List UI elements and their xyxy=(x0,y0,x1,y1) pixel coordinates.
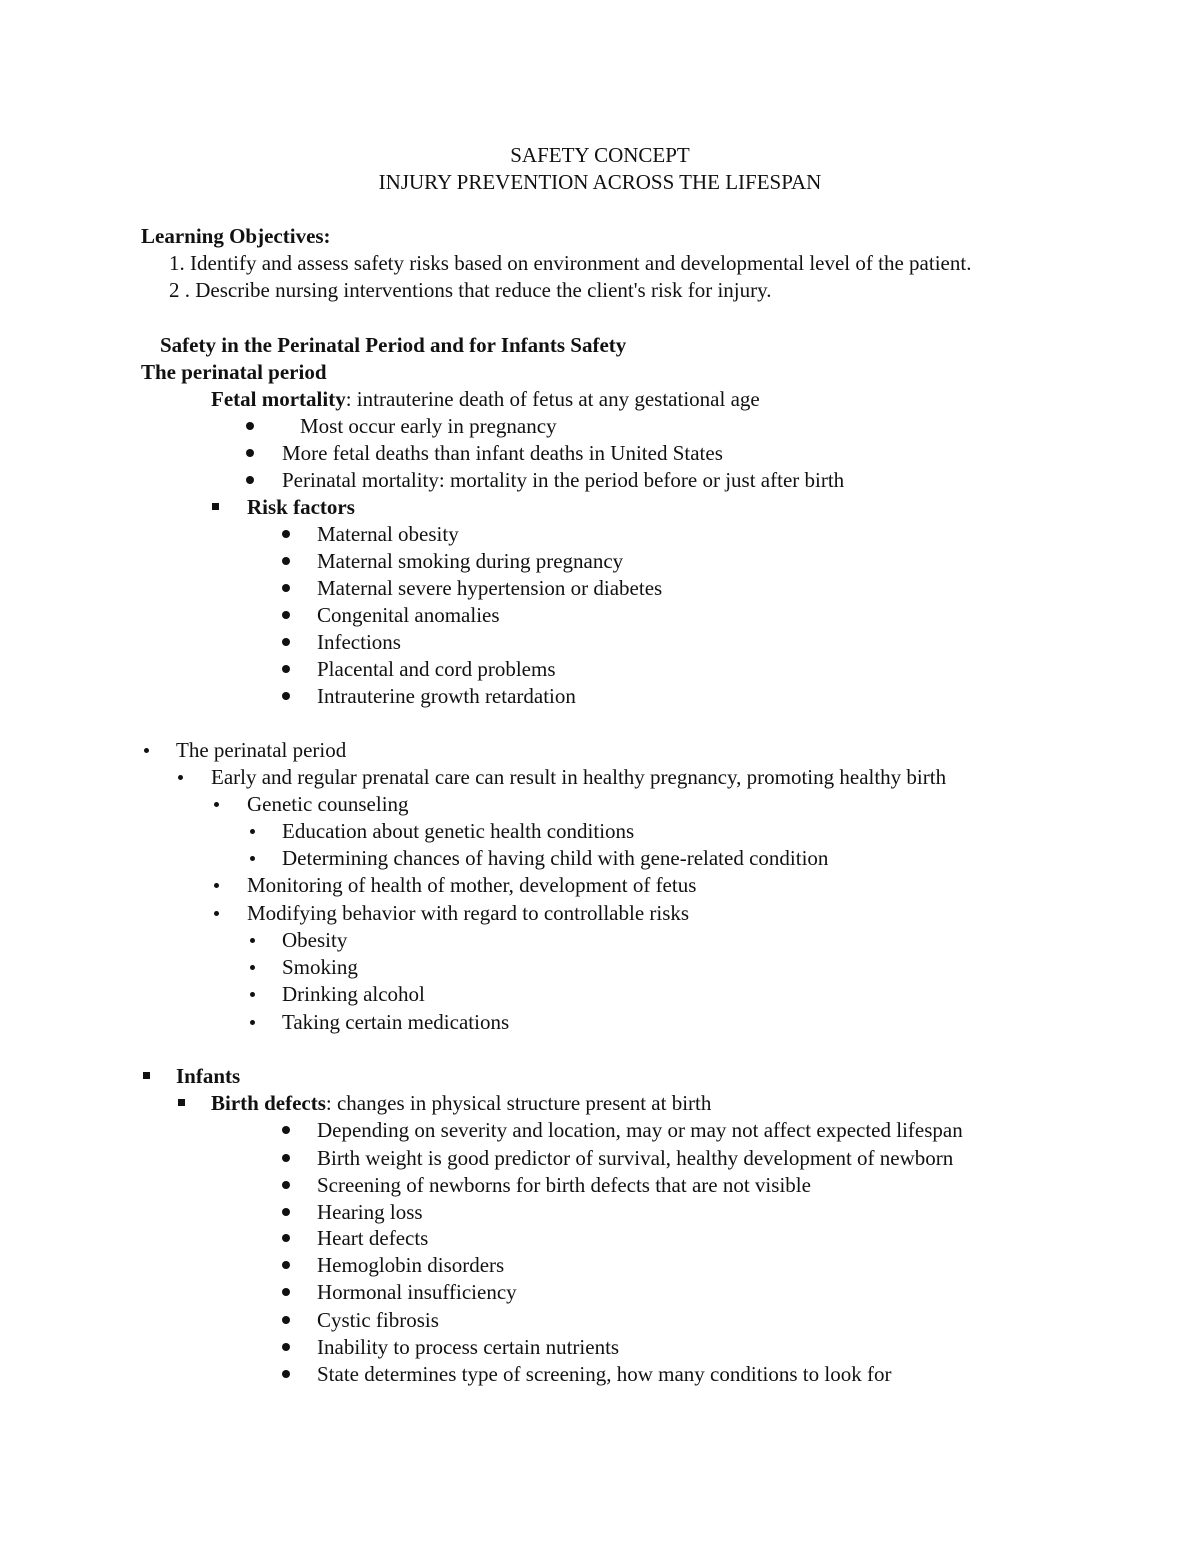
list-item: Depending on severity and location, may or may not affect expected lifespan xyxy=(317,1118,963,1142)
birth-defects-term: Birth defects xyxy=(211,1091,326,1115)
bullet-small-icon xyxy=(250,938,255,943)
bullet-dot-icon xyxy=(282,1181,290,1189)
bullet-small-icon xyxy=(214,802,219,807)
list-item: Intrauterine growth retardation xyxy=(317,684,576,708)
fetal-mortality-definition xyxy=(211,386,760,413)
bullet-dot-icon xyxy=(282,1261,290,1269)
list-item: Hearing loss xyxy=(317,1200,423,1224)
bullet-dot-icon xyxy=(282,1370,290,1378)
list-item: More fetal deaths than infant deaths in United States xyxy=(282,441,723,465)
bullet-dot-icon xyxy=(282,1154,290,1162)
bullet-dot-icon xyxy=(282,665,290,673)
bullet-dot-icon xyxy=(246,476,254,484)
bullet-small-icon xyxy=(214,911,219,916)
bullet-dot-icon xyxy=(282,530,290,538)
bullet-small-icon xyxy=(250,992,255,997)
bullet-dot-icon xyxy=(282,1316,290,1324)
list-item: Maternal severe hypertension or diabetes xyxy=(317,576,663,600)
bullet-small-icon xyxy=(178,775,183,780)
document-title: SAFETY CONCEPT xyxy=(510,143,690,167)
birth-defects-definition xyxy=(211,1090,711,1117)
section-heading-perinatal-infants: Safety in the Perinatal Period and for Infants Safety xyxy=(160,333,627,357)
list-item: Birth weight is good predictor of survival, healthy development of newborn xyxy=(317,1146,954,1170)
bullet-square-icon xyxy=(143,1072,150,1079)
list-item: Most occur early in pregnancy xyxy=(300,414,557,438)
bullet-small-icon xyxy=(250,965,255,970)
list-item: Hormonal insufficiency xyxy=(317,1280,517,1304)
list-item: Cystic fibrosis xyxy=(317,1308,439,1332)
birth-defects-text: : changes in physical structure present at birth xyxy=(325,1091,712,1115)
list-item: Maternal smoking during pregnancy xyxy=(317,549,624,573)
objective-item: 2 . Describe nursing interventions that reduce the client's risk for injury. xyxy=(169,278,772,302)
bullet-square-icon xyxy=(212,503,219,510)
list-item: Genetic counseling xyxy=(247,792,409,816)
list-item: Modifying behavior with regard to controllable risks xyxy=(247,901,690,925)
list-item: Maternal obesity xyxy=(317,522,459,546)
list-item: Monitoring of health of mother, development of fetus xyxy=(247,873,697,897)
bullet-dot-icon xyxy=(282,1126,290,1134)
bullet-dot-icon xyxy=(282,1288,290,1296)
bullet-small-icon xyxy=(250,856,255,861)
objective-item: 1. Identify and assess safety risks based on environment and developmental level of the patient. xyxy=(169,251,972,275)
risk-factors-heading: Risk factors xyxy=(247,495,355,519)
bullet-square-icon xyxy=(178,1099,185,1106)
list-item: The perinatal period xyxy=(176,738,347,762)
bullet-small-icon xyxy=(250,1020,255,1025)
bullet-dot-icon xyxy=(282,1208,290,1216)
list-item: Education about genetic health conditions xyxy=(282,819,635,843)
bullet-dot-icon xyxy=(282,611,290,619)
bullet-dot-icon xyxy=(282,1343,290,1351)
list-item: Placental and cord problems xyxy=(317,657,556,681)
bullet-small-icon xyxy=(144,748,149,753)
document-subtitle: INJURY PREVENTION ACROSS THE LIFESPAN xyxy=(378,170,822,194)
list-item: Hemoglobin disorders xyxy=(317,1253,505,1277)
list-item: Drinking alcohol xyxy=(282,982,425,1006)
bullet-dot-icon xyxy=(282,584,290,592)
fetal-mortality-text: : intrauterine death of fetus at any gestational age xyxy=(345,387,760,411)
list-item: Determining chances of having child with gene-related condition xyxy=(282,846,829,870)
bullet-dot-icon xyxy=(246,422,254,430)
list-item: Smoking xyxy=(282,955,358,979)
list-item: Perinatal mortality: mortality in the period before or just after birth xyxy=(282,468,845,492)
list-item: Taking certain medications xyxy=(282,1010,510,1034)
subheading-perinatal-period: The perinatal period xyxy=(141,360,327,384)
list-item: Infections xyxy=(317,630,401,654)
fetal-mortality-term: Fetal mortality xyxy=(211,387,346,411)
bullet-dot-icon xyxy=(282,692,290,700)
list-item: Screening of newborns for birth defects that are not visible xyxy=(317,1173,811,1197)
bullet-dot-icon xyxy=(282,1234,290,1242)
infants-heading: Infants xyxy=(176,1064,241,1088)
bullet-small-icon xyxy=(214,883,219,888)
list-item: Early and regular prenatal care can result in healthy pregnancy, promoting healthy birth xyxy=(211,765,947,789)
bullet-dot-icon xyxy=(282,557,290,565)
bullet-dot-icon xyxy=(282,638,290,646)
list-item: Inability to process certain nutrients xyxy=(317,1335,620,1359)
list-item: Obesity xyxy=(282,928,348,952)
list-item: Congenital anomalies xyxy=(317,603,500,627)
objectives-heading: Learning Objectives: xyxy=(141,224,331,248)
bullet-small-icon xyxy=(250,829,255,834)
list-item: Heart defects xyxy=(317,1226,429,1250)
list-item: State determines type of screening, how many conditions to look for xyxy=(317,1362,892,1386)
bullet-dot-icon xyxy=(246,449,254,457)
